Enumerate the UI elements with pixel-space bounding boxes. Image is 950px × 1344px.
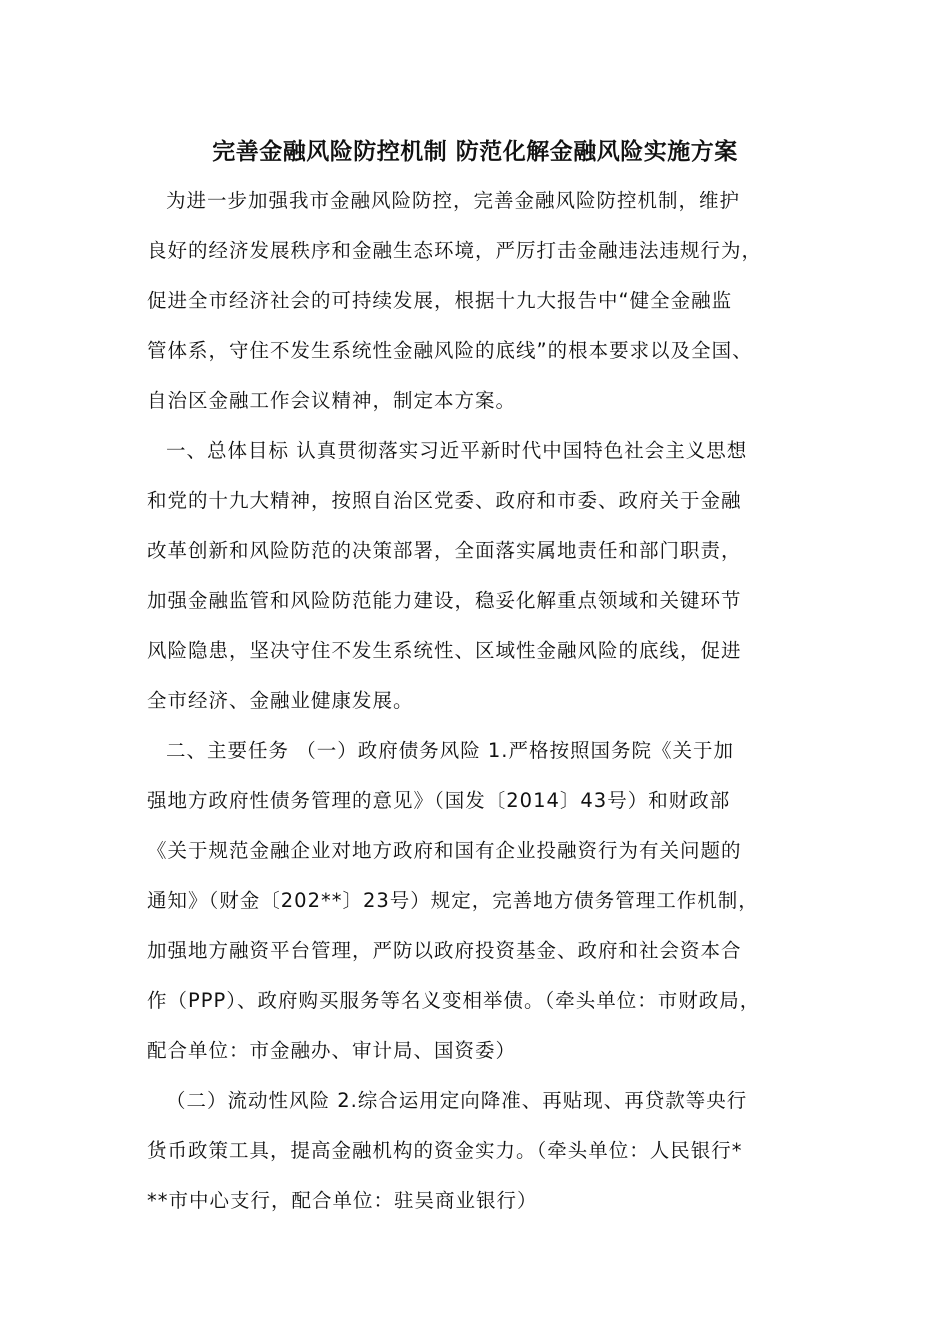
paragraph-line: 配合单位：市金融办、审计局、国资委） bbox=[147, 1039, 517, 1062]
paragraph-line: 加强地方融资平台管理，严防以政府投资基金、政府和社会资本合 bbox=[147, 939, 742, 962]
paragraph-line: 强地方政府性债务管理的意见》（国发〔2014〕43号）和财政部 bbox=[147, 789, 731, 812]
paragraph-line: 促进全市经济社会的可持续发展，根据十九大报告中“健全金融监 bbox=[147, 289, 733, 312]
paragraph-line: 全市经济、金融业健康发展。 bbox=[147, 689, 414, 712]
paragraph-line: （二）流动性风险 2.综合运用定向降准、再贴现、再贷款等央行 bbox=[166, 1089, 748, 1112]
paragraph-line: 为进一步加强我市金融风险防控，完善金融风险防控机制，维护 bbox=[166, 189, 741, 212]
paragraph-line: **市中心支行，配合单位：驻吴商业银行） bbox=[147, 1189, 538, 1212]
paragraph-line: 管体系，守住不发生系统性金融风险的底线”的根本要求以及全国、 bbox=[147, 339, 753, 362]
paragraph-line: 加强金融监管和风险防范能力建设，稳妥化解重点领域和关键环节 bbox=[147, 589, 742, 612]
paragraph-line: 二、主要任务 （一）政府债务风险 1.严格按照国务院《关于加 bbox=[166, 739, 735, 762]
document-title: 完善金融风险防控机制 防范化解金融风险实施方案 bbox=[212, 139, 738, 165]
paragraph-line: 作（PPP）、政府购买服务等名义变相举债。（牵头单位：市财政局， bbox=[147, 989, 761, 1012]
paragraph-line: 良好的经济发展秩序和金融生态环境，严厉打击金融违法违规行为， bbox=[147, 239, 763, 262]
paragraph-line: 自治区金融工作会议精神，制定本方案。 bbox=[147, 389, 517, 412]
paragraph-line: 通知》（财金〔202**〕23号）规定，完善地方债务管理工作机制， bbox=[147, 889, 759, 912]
paragraph-line: 《关于规范金融企业对地方政府和国有企业投融资行为有关问题的 bbox=[147, 839, 742, 862]
paragraph-line: 和党的十九大精神，按照自治区党委、政府和市委、政府关于金融 bbox=[147, 489, 742, 512]
paragraph-line: 改革创新和风险防范的决策部署，全面落实属地责任和部门职责， bbox=[147, 539, 742, 562]
paragraph-line: 风险隐患，坚决守住不发生系统性、区域性金融风险的底线，促进 bbox=[147, 639, 742, 662]
paragraph-line: 货币政策工具，提高金融机构的资金实力。（牵头单位：人民银行* bbox=[147, 1139, 743, 1162]
paragraph-line: 一、总体目标 认真贯彻落实习近平新时代中国特色社会主义思想 bbox=[166, 439, 748, 462]
